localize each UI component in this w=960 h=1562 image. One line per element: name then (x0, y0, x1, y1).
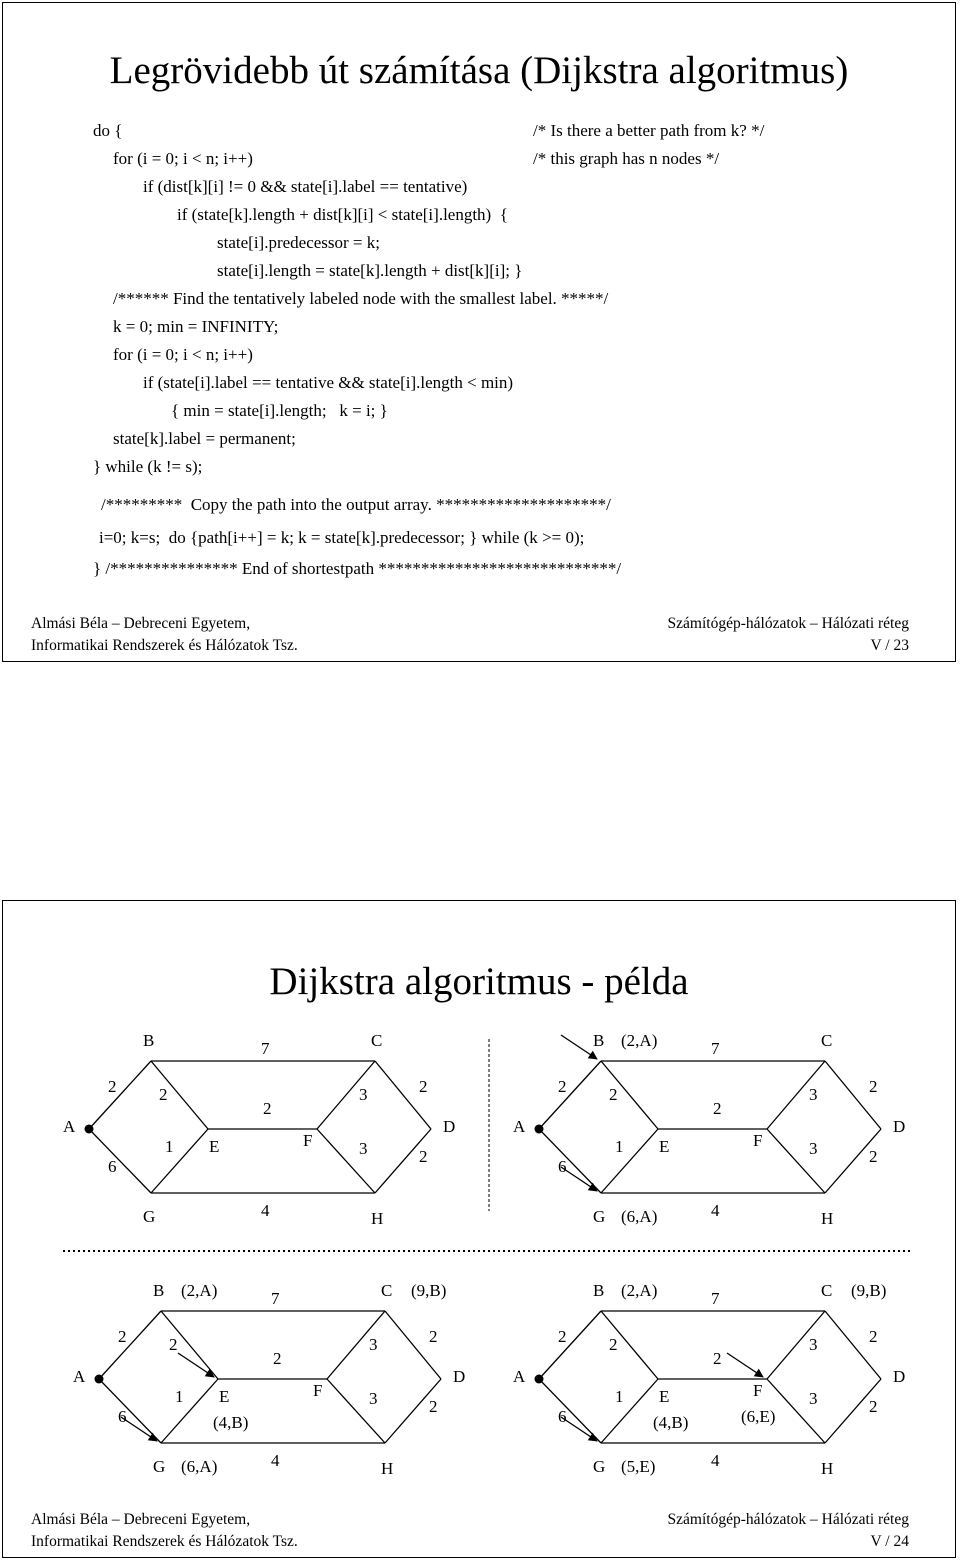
edge-weight: 3 (809, 1389, 818, 1408)
code-line: k = 0; min = INFINITY; (113, 317, 279, 336)
code-line: } while (k != s); (93, 457, 203, 476)
node-dot-A (95, 1375, 104, 1384)
node-label-A: A (513, 1117, 526, 1136)
edge-weight: 2 (419, 1147, 428, 1166)
edge-weight: 3 (369, 1389, 378, 1408)
node-label-F: F (753, 1131, 763, 1150)
code-comment-line: } /*************** End of shortestpath ****************************/ (93, 559, 622, 578)
edge-weight: 7 (711, 1039, 720, 1058)
edge-weight: 1 (165, 1137, 174, 1156)
edge-weight: 2 (263, 1099, 272, 1118)
code-line: { min = state[i].length; k = i; } (171, 401, 388, 420)
node-label-G: G (153, 1457, 166, 1476)
edge-weight: 3 (359, 1085, 368, 1104)
node-label-B: B (143, 1031, 155, 1050)
edge-weight: 2 (609, 1085, 618, 1104)
code-line: i=0; k=s; do {path[i++] = k; k = state[k].predecessor; } while (k >= 0); (99, 528, 585, 547)
edge-weight: 2 (429, 1327, 438, 1346)
edge-weight: 2 (108, 1077, 117, 1096)
edge-weight: 2 (609, 1335, 618, 1354)
node-label-D: D (443, 1117, 456, 1136)
node-label-B: B (593, 1031, 605, 1050)
edge-weight: 6 (118, 1407, 127, 1426)
slide-24 (2, 900, 956, 1558)
slide-title: Legrövidebb út számítása (Dijkstra algoritmus) (109, 49, 849, 92)
code-comment-line: /********* Copy the path into the output array. ********************/ (101, 495, 611, 514)
edge-AG (539, 1129, 601, 1193)
node-label-E: E (659, 1137, 670, 1156)
graph-panel-3 (95, 1311, 442, 1443)
edge-weight: 3 (359, 1139, 368, 1158)
graph-example-diagram (3, 901, 957, 1559)
node-label-G: G (593, 1457, 606, 1476)
node-label-A: A (63, 1117, 76, 1136)
node-annotation-B: (2,A) (621, 1031, 658, 1050)
node-label-D: D (893, 1367, 906, 1386)
node-label-H: H (821, 1459, 834, 1478)
node-label-F: F (313, 1381, 323, 1400)
node-annotation-C: (9,B) (851, 1281, 887, 1300)
node-annotation-E: (4,B) (213, 1413, 249, 1432)
graph-panel-4 (535, 1311, 882, 1443)
code-line: state[i].length = state[k].length + dist[k][i]; } (217, 261, 523, 280)
slide-title: Dijkstra algoritmus - példa (269, 960, 689, 1003)
node-dot-A (535, 1125, 544, 1134)
edge-weight: 3 (369, 1335, 378, 1354)
node-annotation-B: (2,A) (621, 1281, 658, 1300)
edge-weight: 1 (175, 1387, 184, 1406)
edge-weight: 7 (271, 1289, 280, 1308)
edge-weight: 4 (711, 1201, 720, 1220)
edge-weight: 3 (809, 1139, 818, 1158)
node-annotation-G: (6,A) (621, 1207, 658, 1226)
edge-AG (539, 1379, 601, 1443)
edge-weight: 7 (711, 1289, 720, 1308)
edge-weight: 4 (711, 1451, 720, 1470)
edge-weight: 4 (271, 1451, 280, 1470)
code-comment: /* Is there a better path from k? */ (533, 121, 765, 140)
code-comment: /* this graph has n nodes */ (533, 149, 720, 168)
node-label-B: B (153, 1281, 165, 1300)
edge-weight: 2 (713, 1099, 722, 1118)
edge-weight: 3 (809, 1085, 818, 1104)
node-label-C: C (821, 1031, 833, 1050)
graph-panel-2 (535, 1035, 882, 1193)
graph-panel-1 (85, 1061, 432, 1193)
edge-weight: 2 (869, 1147, 878, 1166)
edge-weight: 2 (159, 1085, 168, 1104)
node-label-E: E (209, 1137, 220, 1156)
node-label-E: E (219, 1387, 230, 1406)
edge-weight: 2 (558, 1077, 567, 1096)
node-label-C: C (821, 1281, 833, 1300)
node-label-G: G (593, 1207, 606, 1226)
node-annotation-C: (9,B) (411, 1281, 447, 1300)
node-dot-A (535, 1375, 544, 1384)
slide-23 (2, 2, 956, 662)
node-label-A: A (513, 1367, 526, 1386)
node-label-D: D (453, 1367, 466, 1386)
edge-AB (89, 1061, 151, 1129)
node-label-G: G (143, 1207, 156, 1226)
edge-weight: 2 (869, 1327, 878, 1346)
node-label-D: D (893, 1117, 906, 1136)
edge-AB (99, 1311, 161, 1379)
node-label-H: H (821, 1209, 834, 1228)
page-number: V / 24 (870, 1533, 909, 1550)
node-annotation-E: (4,B) (653, 1413, 689, 1432)
node-label-F: F (303, 1131, 313, 1150)
node-annotation-G: (6,A) (181, 1457, 218, 1476)
edge-GE (161, 1379, 218, 1443)
footer-author: Almási Béla – Debreceni Egyetem, (31, 615, 251, 632)
edge-AB (539, 1311, 601, 1379)
edge-weight: 2 (118, 1327, 127, 1346)
page-number: V / 23 (870, 637, 909, 654)
edge-weight: 4 (261, 1201, 270, 1220)
node-label-H: H (371, 1209, 384, 1228)
node-annotation-F: (6,E) (741, 1407, 776, 1426)
node-label-C: C (371, 1031, 383, 1050)
code-comment-line: /****** Find the tentatively labeled node with the smallest label. *****/ (113, 289, 609, 308)
code-line: if (state[k].length + dist[k][i] < state[i].length) { (177, 205, 508, 224)
footer-course: Számítógép-hálózatok – Hálózati réteg (667, 1511, 909, 1528)
edge-GE (601, 1379, 658, 1443)
code-line: for (i = 0; i < n; i++) (113, 149, 253, 168)
edge-GE (601, 1129, 658, 1193)
footer-author: Almási Béla – Debreceni Egyetem, (31, 1511, 251, 1528)
arrow-to-F (727, 1353, 763, 1377)
edge-weight: 2 (869, 1077, 878, 1096)
edge-weight: 2 (713, 1349, 722, 1368)
node-annotation-G: (5,E) (621, 1457, 656, 1476)
code-line: do { (93, 121, 123, 140)
edge-weight: 6 (558, 1157, 567, 1176)
edge-weight: 6 (558, 1407, 567, 1426)
footer-department: Informatikai Rendszerek és Hálózatok Tsz. (31, 637, 298, 654)
footer-course: Számítógép-hálózatok – Hálózati réteg (667, 615, 909, 632)
edge-weight: 1 (615, 1387, 624, 1406)
edge-weight: 6 (108, 1157, 117, 1176)
edge-weight: 2 (869, 1397, 878, 1416)
edge-weight: 2 (169, 1335, 178, 1354)
code-line: state[i].predecessor = k; (217, 233, 380, 252)
node-label-E: E (659, 1387, 670, 1406)
edge-weight: 3 (809, 1335, 818, 1354)
arrow-to-B (561, 1035, 597, 1059)
node-label-C: C (381, 1281, 393, 1300)
node-annotation-B: (2,A) (181, 1281, 218, 1300)
code-line: if (state[i].label == tentative && state[i].length < min) (143, 373, 514, 392)
edge-weight: 2 (273, 1349, 282, 1368)
node-label-A: A (73, 1367, 86, 1386)
edge-weight: 2 (419, 1077, 428, 1096)
edge-weight: 2 (558, 1327, 567, 1346)
node-label-H: H (381, 1459, 394, 1478)
code-line: if (dist[k][i] != 0 && state[i].label == tentative) (143, 177, 468, 196)
code-line: for (i = 0; i < n; i++) (113, 345, 253, 364)
arrow-to-E (178, 1353, 214, 1377)
edge-AB (539, 1061, 601, 1129)
edge-AG (99, 1379, 161, 1443)
edge-AG (89, 1129, 151, 1193)
edge-weight: 7 (261, 1039, 270, 1058)
edge-GE (151, 1129, 208, 1193)
edge-weight: 1 (615, 1137, 624, 1156)
node-label-F: F (753, 1381, 763, 1400)
node-dot-A (85, 1125, 94, 1134)
footer-department: Informatikai Rendszerek és Hálózatok Tsz. (31, 1533, 298, 1550)
edge-weight: 2 (429, 1397, 438, 1416)
node-label-B: B (593, 1281, 605, 1300)
code-line: state[k].label = permanent; (113, 429, 296, 448)
